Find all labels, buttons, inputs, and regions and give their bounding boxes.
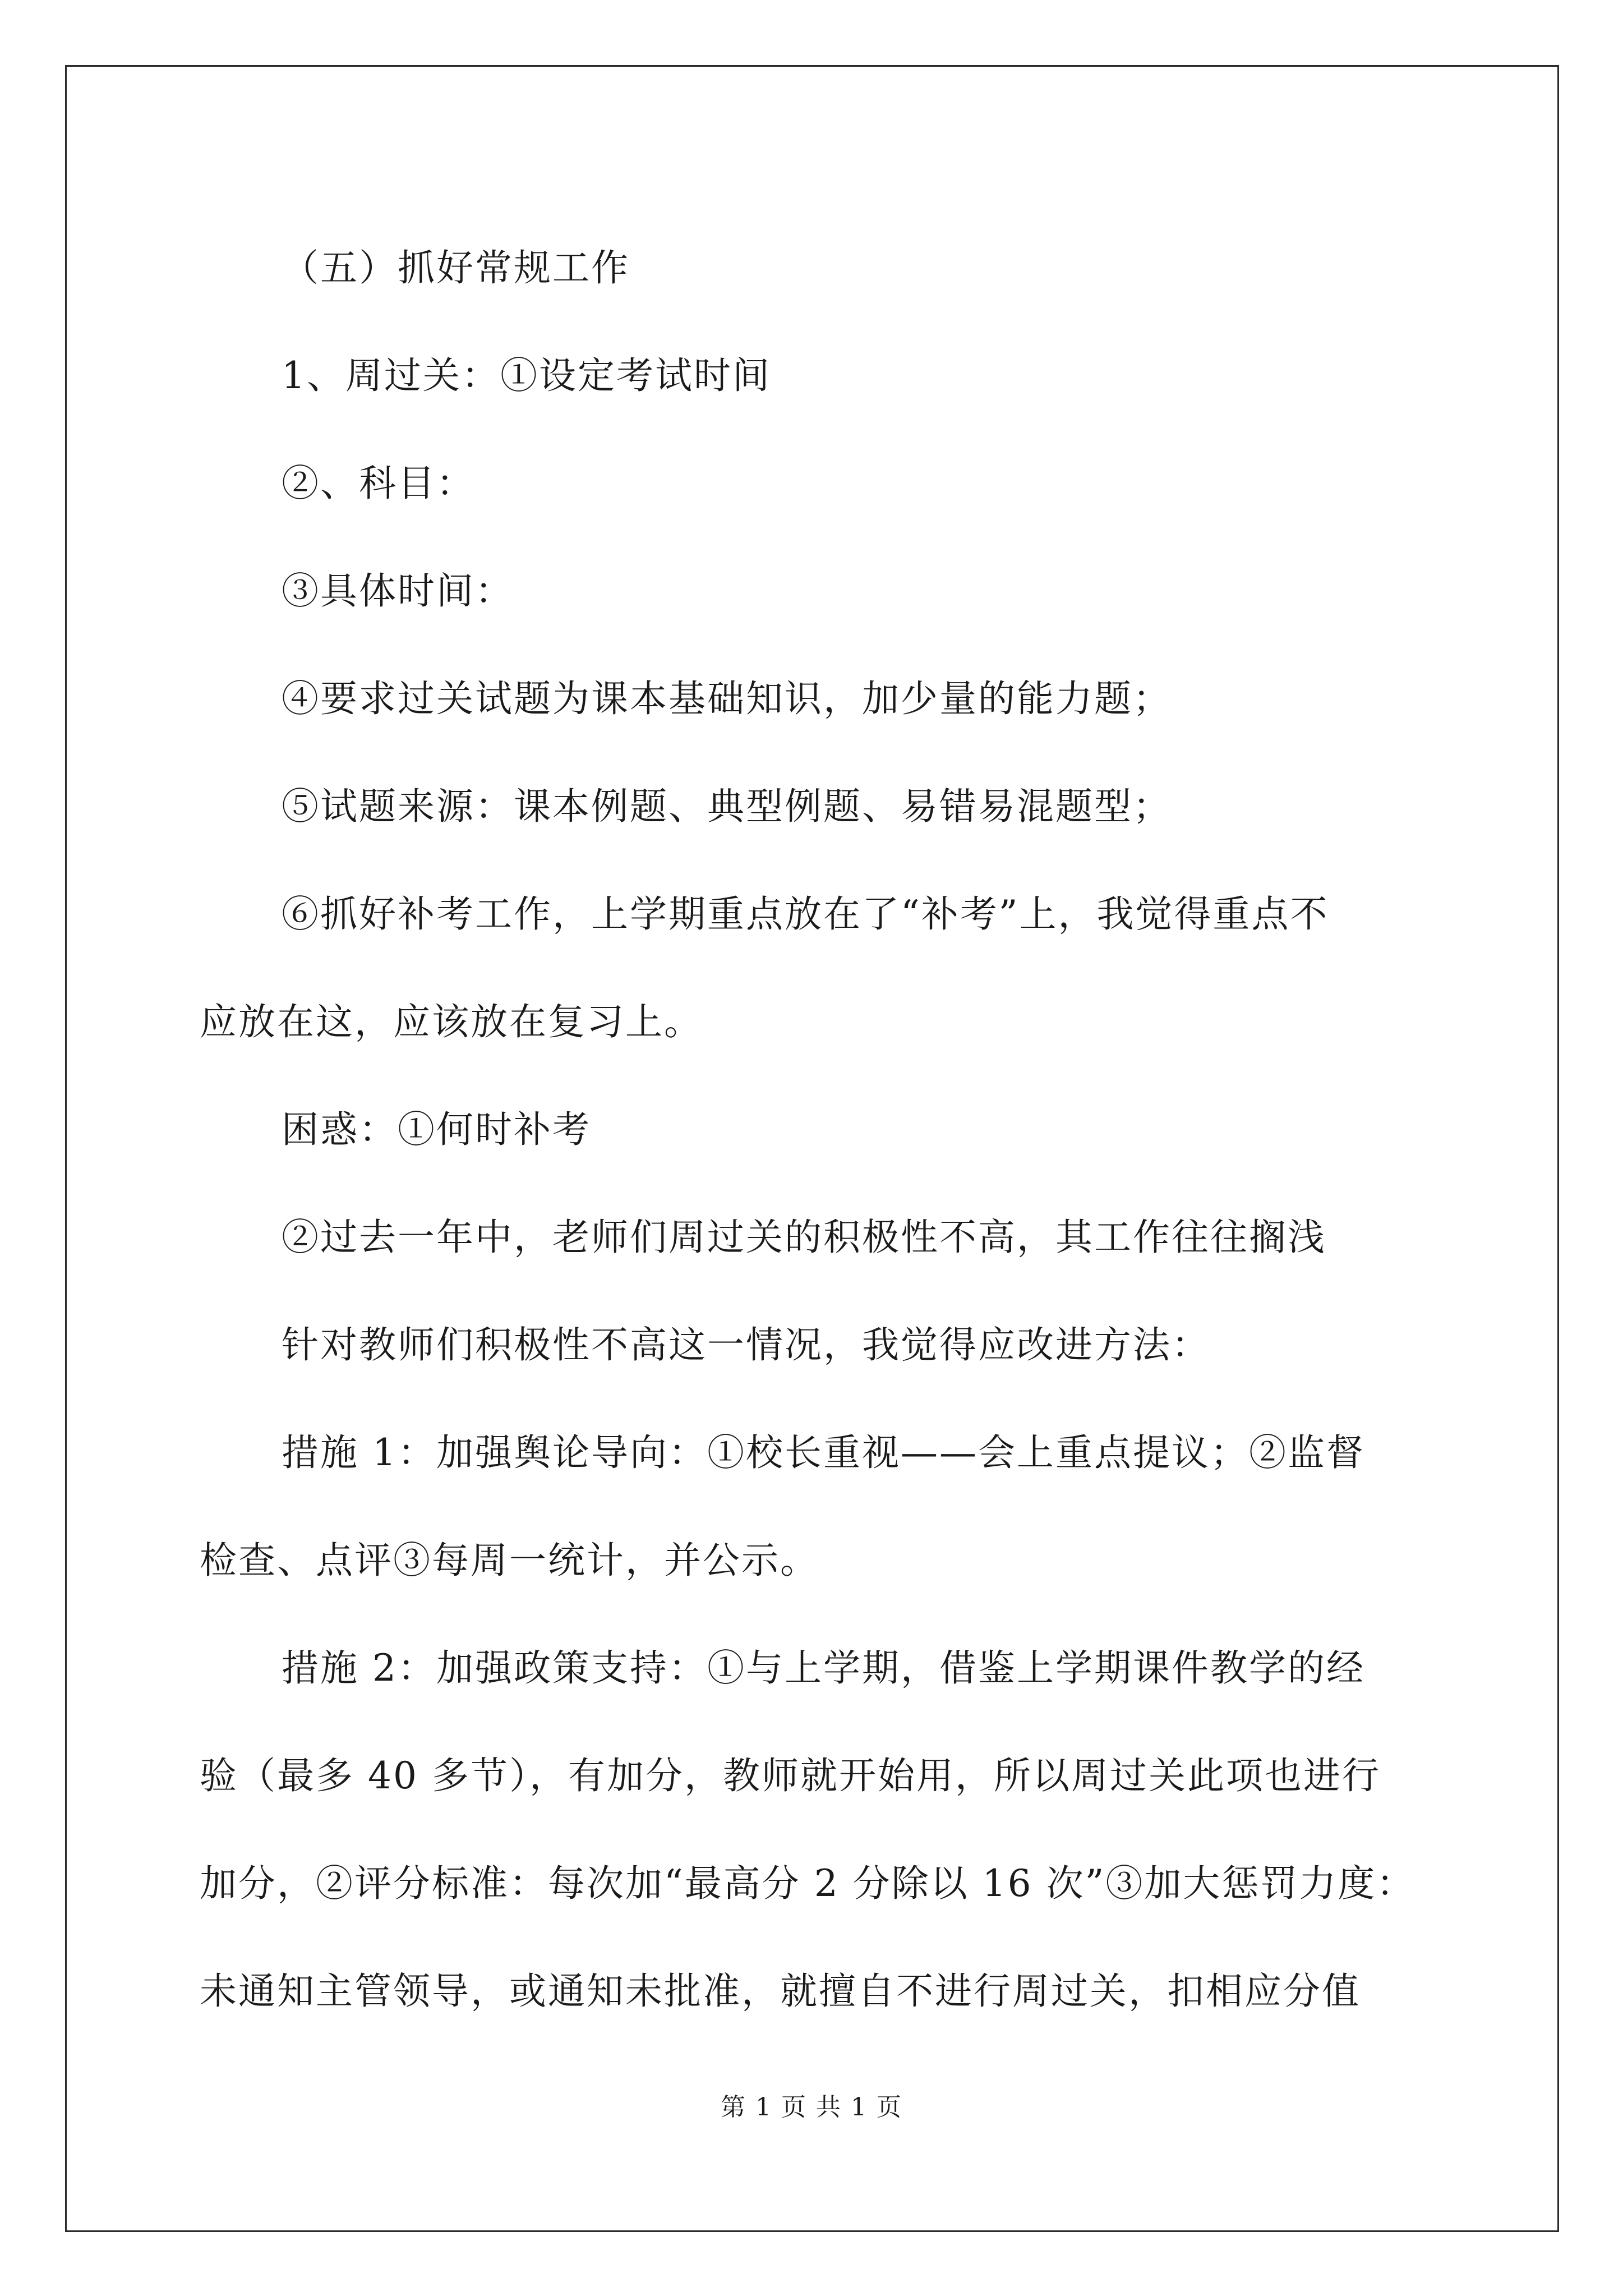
paragraph-measure-1: 措施 1：加强舆论导向：①校长重视——会上重点提议；②监督 <box>282 1431 1365 1474</box>
document-body <box>200 214 1436 2045</box>
paragraph-makeup-exam-cont: 应放在这，应该放在复习上。 <box>200 1000 703 1043</box>
page-number-label: 第 1 页 共 1 页 <box>721 2093 902 2122</box>
paragraph-measure-2-cont-2: 加分，②评分标准：每次加“最高分 2 分除以 16 次”③加大惩罚力度： <box>200 1862 1415 1905</box>
paragraph-weekly-check: 1、周过关：①设定考试时间 <box>282 354 771 397</box>
paragraph-makeup-exam: ⑥抓好补考工作，上学期重点放在了“补考”上，我觉得重点不 <box>282 892 1329 936</box>
paragraph-past-year: ②过去一年中，老师们周过关的积极性不高，其工作往往搁浅 <box>282 1216 1326 1259</box>
page-footer <box>0 2087 1623 2123</box>
paragraph-subjects: ②、科目： <box>282 462 475 505</box>
paragraph-question-source: ⑤试题来源：课本例题、典型例题、易错易混题型； <box>282 785 1172 828</box>
paragraph-confusion: 困惑：①何时补考 <box>282 1108 591 1151</box>
paragraph-measure-1-cont: 检查、点评③每周一统计，并公示。 <box>200 1539 819 1582</box>
paragraph-measure-2-cont-3: 未通知主管领导，或通知未批准，就擅自不进行周过关，扣相应分值 <box>200 1970 1361 2013</box>
paragraph-requirements: ④要求过关试题为课本基础知识，加少量的能力题； <box>282 677 1172 720</box>
paragraph-measure-2: 措施 2：加强政策支持：①与上学期，借鉴上学期课件教学的经 <box>282 1646 1365 1690</box>
section-heading: （五）抓好常规工作 <box>282 246 630 289</box>
paragraph-specific-time: ③具体时间： <box>282 569 514 613</box>
paragraph-measure-2-cont-1: 验（最多 40 多节），有加分，教师就开始用，所以周过关此项也进行 <box>200 1754 1381 1797</box>
paragraph-improvement: 针对教师们积极性不高这一情况，我觉得应改进方法： <box>282 1323 1210 1366</box>
